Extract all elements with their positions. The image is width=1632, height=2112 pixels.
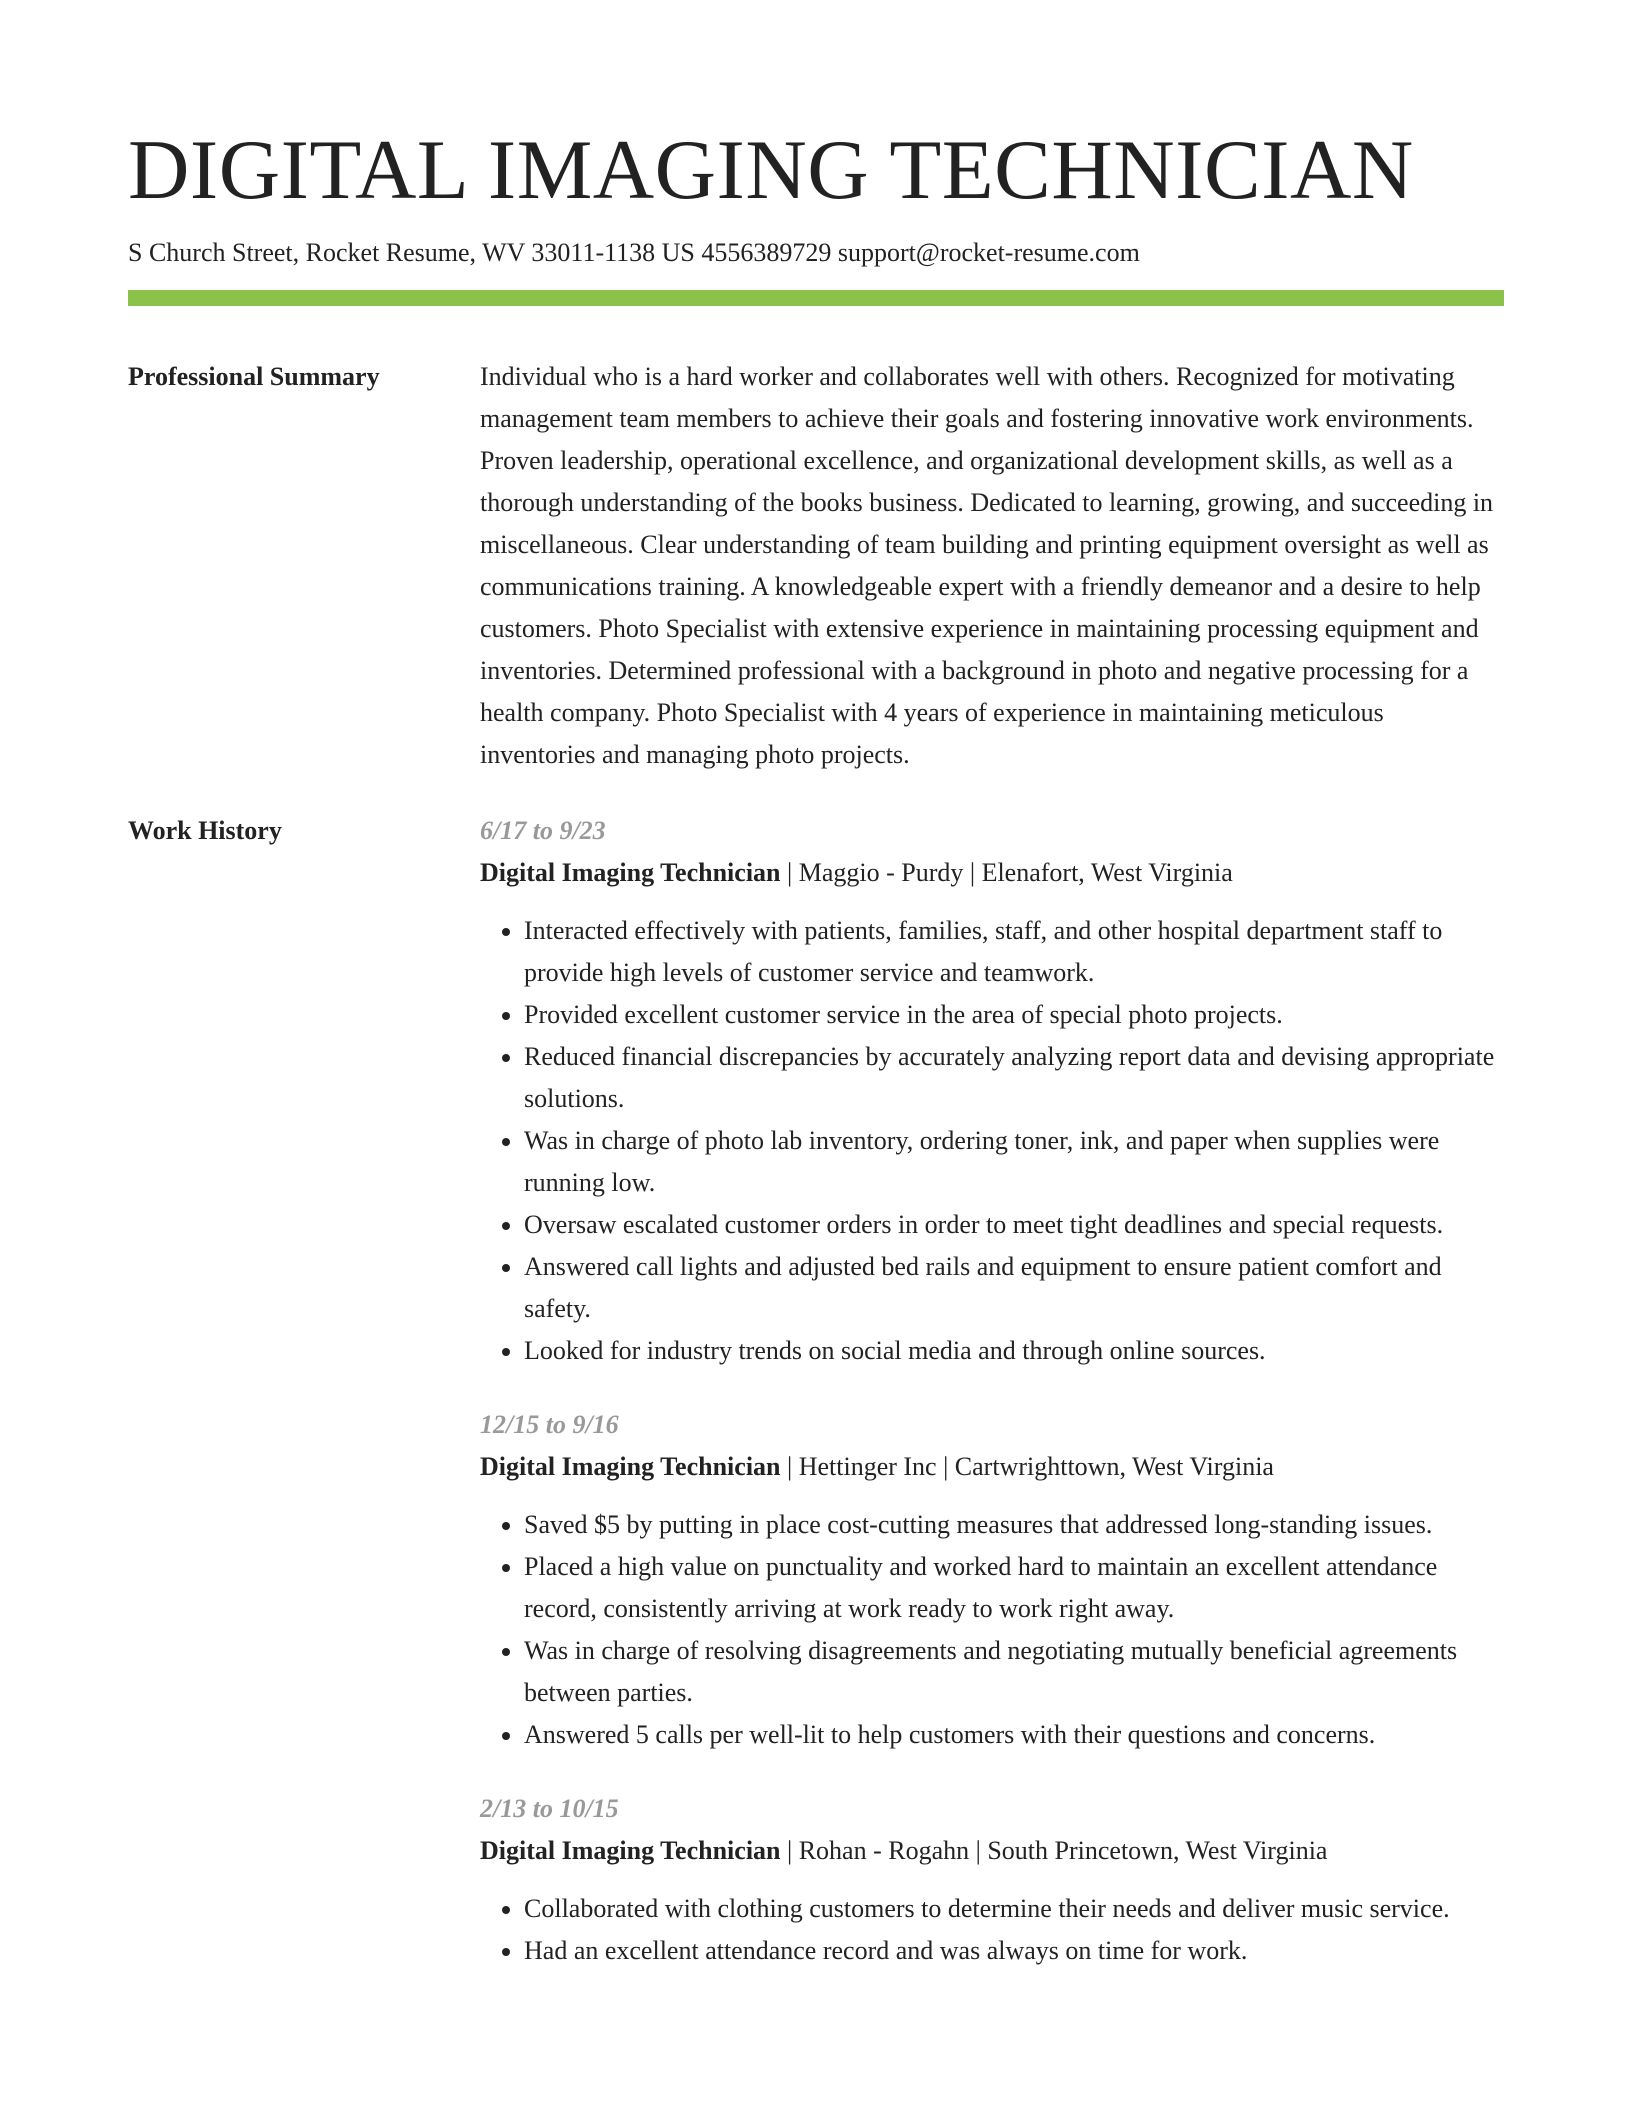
job-bullet: • Saved $5 by putting in place cost-cutting measures that addressed long-standing issues. bbox=[524, 1504, 1504, 1546]
job-bullet: • Looked for industry trends on social media and through online sources. bbox=[524, 1330, 1504, 1372]
job-title-line bbox=[480, 852, 1504, 894]
job-bullet: • Provided excellent customer service in the area of special photo projects. bbox=[524, 994, 1504, 1036]
job-bullet-list bbox=[480, 1504, 1504, 1756]
job-title-line bbox=[480, 1830, 1504, 1872]
job-bullet: • Was in charge of photo lab inventory, ordering toner, ink, and paper when supplies were running low. bbox=[524, 1120, 1504, 1204]
summary-text: Individual who is a hard worker and collaborates well with others. Recognized for motivating management team members to achieve their goals and fostering innovative work environments. Proven leadership, operational excellence, and organizational development skills, as well as a thorough understanding of the books business. Dedicated to learning, growing, and succeeding in miscellaneous. Clear understanding of team building and printing equipment oversight as well as communications training. A knowledgeable expert with a friendly demeanor and a desire to help customers. Photo Specialist with extensive experience in maintaining processing equipment and inventories. Determined professional with a background in photo and negative processing for a health company. Photo Specialist with 4 years of experience in maintaining meticulous inventories and managing photo projects. bbox=[480, 362, 1494, 769]
job-bullet: • Answered call lights and adjusted bed rails and equipment to ensure patient comfort and safety. bbox=[524, 1246, 1504, 1330]
job-dates: 12/15 to 9/16 bbox=[480, 1410, 619, 1439]
job-bullet: • Placed a high value on punctuality and worked hard to maintain an excellent attendance record, consistently arriving at work ready to work right away. bbox=[524, 1546, 1504, 1630]
work-history-list bbox=[480, 810, 1504, 2004]
job-entry bbox=[480, 1788, 1504, 1972]
job-bullet: • Oversaw escalated customer orders in order to meet tight deadlines and special requests. bbox=[524, 1204, 1504, 1246]
job-title: Digital Imaging Technician bbox=[480, 858, 781, 887]
job-title-line bbox=[480, 1446, 1504, 1488]
job-bullet: • Reduced financial discrepancies by accurately analyzing report data and devising appropriate solutions. bbox=[524, 1036, 1504, 1120]
section-label-professional-summary: Professional Summary bbox=[128, 362, 380, 391]
professional-summary-section bbox=[128, 356, 1504, 776]
section-label-work-history: Work History bbox=[128, 816, 282, 845]
job-bullet: • Collaborated with clothing customers to determine their needs and deliver music service. bbox=[524, 1888, 1504, 1930]
contact-line: S Church Street, Rocket Resume, WV 33011-1138 US 4556389729 support@rocket-resume.com bbox=[128, 238, 1140, 267]
work-history-section bbox=[128, 810, 1504, 2004]
job-title: Digital Imaging Technician bbox=[480, 1836, 781, 1865]
job-bullet: • Had an excellent attendance record and was always on time for work. bbox=[524, 1930, 1504, 1972]
job-title: Digital Imaging Technician bbox=[480, 1452, 781, 1481]
job-bullet: • Answered 5 calls per well-lit to help customers with their questions and concerns. bbox=[524, 1714, 1504, 1756]
job-dates: 6/17 to 9/23 bbox=[480, 816, 606, 845]
job-details: | Hettinger Inc | Cartwrighttown, West Virginia bbox=[780, 1452, 1274, 1481]
job-entry bbox=[480, 1404, 1504, 1756]
job-bullet-list bbox=[480, 910, 1504, 1372]
header-divider bbox=[128, 290, 1504, 306]
job-dates: 2/13 to 10/15 bbox=[480, 1794, 619, 1823]
job-bullet-list bbox=[480, 1888, 1504, 1972]
job-bullet: • Was in charge of resolving disagreements and negotiating mutually beneficial agreements between parties. bbox=[524, 1630, 1504, 1714]
job-details: | Rohan - Rogahn | South Princetown, West Virginia bbox=[780, 1836, 1328, 1865]
job-bullet: • Interacted effectively with patients, families, staff, and other hospital department staff to provide high levels of customer service and teamwork. bbox=[524, 910, 1504, 994]
job-details: | Maggio - Purdy | Elenafort, West Virginia bbox=[780, 858, 1233, 887]
job-entry bbox=[480, 810, 1504, 1372]
page-title: DIGITAL IMAGING TECHNICIAN bbox=[128, 123, 1414, 217]
resume-page bbox=[128, 0, 1504, 2004]
